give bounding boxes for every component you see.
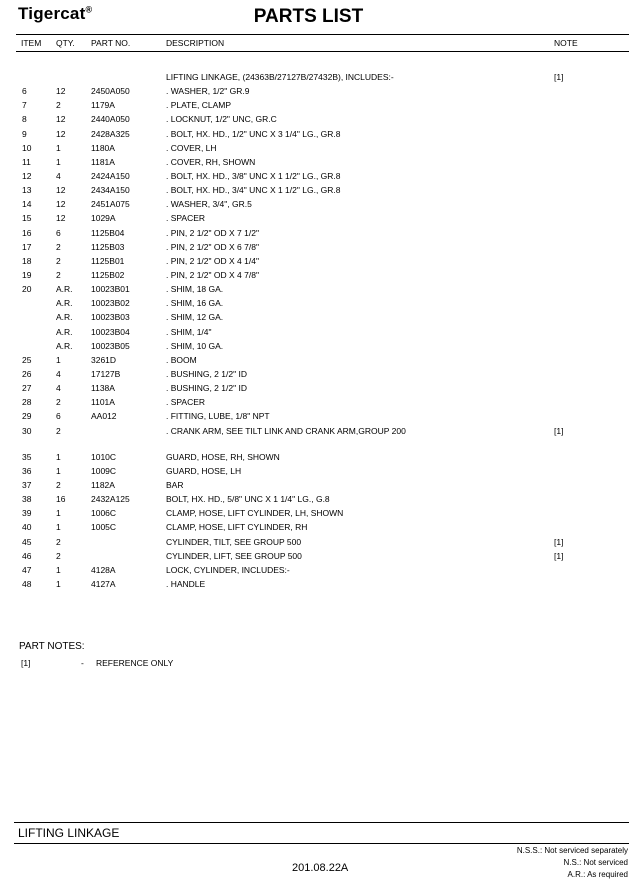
table-row (0, 395, 643, 409)
column-header-qty: QTY. (56, 38, 75, 48)
row-part-no: 1010C (91, 451, 117, 462)
part-note-dash: - (81, 658, 84, 668)
row-item: 18 (22, 255, 32, 266)
row-description: CYLINDER, LIFT, SEE GROUP 500 (166, 550, 302, 561)
row-qty: 1 (56, 156, 61, 167)
row-qty: 12 (56, 213, 66, 224)
legend-ns: N.S.: Not serviced (563, 858, 628, 867)
row-description: CYLINDER, TILT, SEE GROUP 500 (166, 536, 302, 547)
row-qty: 1 (56, 564, 61, 575)
row-part-no: 1006C (91, 508, 117, 519)
table-row (0, 310, 643, 324)
table-row (0, 183, 643, 197)
row-item: 20 (22, 284, 32, 295)
table-row (0, 339, 643, 353)
table-row (0, 127, 643, 141)
row-description: . PLATE, CLAMP (166, 100, 232, 111)
row-description: GUARD, HOSE, LH (166, 465, 242, 476)
row-description: . WASHER, 3/4", GR.5 (166, 199, 252, 210)
row-qty: 2 (56, 425, 61, 436)
table-row (0, 226, 643, 240)
row-part-no: 1125B03 (91, 241, 125, 252)
row-qty: 12 (56, 86, 66, 97)
table-row (0, 353, 643, 367)
row-part-no: 4127A (91, 578, 116, 589)
row-item: 46 (22, 550, 32, 561)
row-item: 6 (22, 86, 27, 97)
row-qty: 12 (56, 128, 66, 139)
table-row (0, 464, 643, 478)
row-description: . COVER, LH (166, 142, 217, 153)
row-qty: 12 (56, 185, 66, 196)
table-gap (0, 438, 643, 450)
table-row (0, 450, 643, 464)
row-part-no: 2424A150 (91, 170, 130, 181)
table-row (0, 268, 643, 282)
row-qty: 2 (56, 255, 61, 266)
row-part-no: 4128A (91, 564, 116, 575)
row-description: . PIN, 2 1/2" OD X 4 1/4" (166, 255, 259, 266)
row-item: 37 (22, 479, 32, 490)
row-part-no: 1101A (91, 397, 115, 408)
row-description: . SHIM, 12 GA. (166, 312, 224, 323)
row-description: . BOOM (166, 354, 197, 365)
row-item: 38 (22, 494, 32, 505)
row-part-no: 2440A050 (91, 114, 130, 125)
row-part-no: 1125B04 (91, 227, 125, 238)
part-notes-title: PART NOTES: (19, 641, 85, 652)
table-row (0, 141, 643, 155)
row-qty: 2 (56, 479, 61, 490)
row-qty: 2 (56, 550, 61, 561)
row-part-no: 1179A (91, 100, 115, 111)
row-item: 45 (22, 536, 32, 547)
table-row (0, 197, 643, 211)
row-description: LIFTING LINKAGE, (24363B/27127B/27432B), INCLUDES:- (166, 72, 394, 82)
row-qty: A.R. (56, 284, 73, 295)
row-description: . BUSHING, 2 1/2" ID (166, 368, 247, 379)
row-item: 19 (22, 269, 32, 280)
row-qty: 1 (56, 142, 61, 153)
row-qty: 4 (56, 170, 61, 181)
row-item: 40 (22, 522, 32, 533)
row-part-no: 2428A325 (91, 128, 130, 139)
row-item: 26 (22, 368, 32, 379)
row-description: . BUSHING, 2 1/2" ID (166, 383, 247, 394)
row-qty: 16 (56, 494, 66, 505)
row-description: BOLT, HX. HD., 5/8" UNC X 1 1/4" LG., G.8 (166, 494, 330, 505)
row-qty: 1 (56, 522, 61, 533)
table-row (0, 492, 643, 506)
row-part-no: 1182A (91, 479, 115, 490)
row-item: 8 (22, 114, 27, 125)
table-row (0, 577, 643, 591)
table-row (0, 70, 643, 84)
row-description: . BOLT, HX. HD., 3/4" UNC X 1 1/2" LG., GR.8 (166, 185, 341, 196)
row-qty: 1 (56, 578, 61, 589)
row-qty: 2 (56, 100, 61, 111)
row-qty: 12 (56, 114, 66, 125)
row-item: 13 (22, 185, 32, 196)
table-row (0, 424, 643, 438)
brand-name: Tigercat (18, 4, 86, 23)
row-qty: A.R. (56, 326, 73, 337)
row-part-no: 1029A (91, 213, 116, 224)
row-description: . BOLT, HX. HD., 3/8" UNC X 1 1/2" LG., GR.8 (166, 170, 341, 181)
row-item: 48 (22, 578, 32, 589)
row-description: . SHIM, 10 GA. (166, 340, 224, 351)
row-item: 35 (22, 451, 32, 462)
row-qty: 12 (56, 199, 66, 210)
table-row (0, 478, 643, 492)
row-description: . WASHER, 1/2" GR.9 (166, 86, 250, 97)
row-item: 14 (22, 199, 32, 210)
table-row (0, 155, 643, 169)
table-row (0, 296, 643, 310)
row-qty: 2 (56, 269, 61, 280)
row-qty: A.R. (56, 340, 73, 351)
column-header-item: ITEM (21, 38, 42, 48)
row-note: [1] (554, 536, 564, 547)
row-item: 9 (22, 128, 27, 139)
part-note-text: REFERENCE ONLY (96, 658, 174, 668)
table-row (0, 98, 643, 112)
row-qty: A.R. (56, 312, 73, 323)
row-qty: 1 (56, 451, 61, 462)
column-header-note: NOTE (554, 38, 578, 48)
row-part-no: 2434A150 (91, 185, 130, 196)
row-description: BAR (166, 479, 184, 490)
table-row (0, 282, 643, 296)
row-description: LOCK, CYLINDER, INCLUDES:- (166, 564, 290, 575)
row-item: 29 (22, 411, 32, 422)
legend-nss: N.S.S.: Not serviced separately (516, 846, 628, 855)
row-qty: 1 (56, 465, 61, 476)
row-part-no: 2451A075 (91, 199, 130, 210)
row-item: 17 (22, 241, 32, 252)
row-part-no: 1138A (91, 383, 115, 394)
row-item: 39 (22, 508, 32, 519)
row-note: [1] (554, 425, 564, 436)
row-description: . SHIM, 1/4" (166, 326, 212, 337)
table-row (0, 409, 643, 423)
row-description: . COVER, RH, SHOWN (166, 156, 256, 167)
table-row (0, 506, 643, 520)
row-part-no: 2450A050 (91, 86, 130, 97)
column-header-part: PART NO. (91, 38, 131, 48)
row-description: . SPACER (166, 397, 206, 408)
page-number: 201.08.22A (292, 862, 349, 874)
registered-mark: ® (85, 4, 93, 15)
table-row (0, 535, 643, 549)
row-qty: A.R. (56, 298, 73, 309)
row-description: . SPACER (166, 213, 206, 224)
row-part-no: 10023B05 (91, 340, 130, 351)
part-note-ref: [1] (21, 658, 31, 668)
row-item: 11 (22, 156, 31, 167)
row-item: 30 (22, 425, 32, 436)
legend-ar: A.R.: As required (567, 870, 628, 879)
row-item: 47 (22, 564, 32, 575)
parts-table (0, 70, 643, 591)
row-part-no: 1125B02 (91, 269, 125, 280)
row-description: . LOCKNUT, 1/2" UNC, GR.C (166, 114, 277, 125)
header-bottom-rule (16, 51, 629, 52)
table-row (0, 563, 643, 577)
row-part-no: 10023B04 (91, 326, 130, 337)
abbreviation-legend (517, 845, 628, 881)
table-row (0, 112, 643, 126)
row-item: 10 (22, 142, 32, 153)
row-item: 25 (22, 354, 32, 365)
table-row (0, 549, 643, 563)
row-part-no: 3261D (91, 354, 117, 365)
row-description: CLAMP, HOSE, LIFT CYLINDER, RH (166, 522, 308, 533)
row-description: . HANDLE (166, 578, 206, 589)
row-item: 12 (22, 170, 32, 181)
row-item: 28 (22, 397, 32, 408)
row-part-no: 10023B02 (91, 298, 130, 309)
footer-section-title: LIFTING LINKAGE (18, 826, 120, 840)
row-description: CLAMP, HOSE, LIFT CYLINDER, LH, SHOWN (166, 508, 344, 519)
row-part-no: 1180A (91, 142, 115, 153)
row-part-no: 1009C (91, 465, 117, 476)
row-description: GUARD, HOSE, RH, SHOWN (166, 451, 280, 462)
row-item: 36 (22, 465, 32, 476)
row-qty: 6 (56, 411, 61, 422)
row-note: [1] (554, 550, 564, 561)
table-row (0, 325, 643, 339)
row-description: . SHIM, 18 GA. (166, 284, 224, 295)
row-part-no: 1181A (91, 156, 115, 167)
row-part-no: 2432A125 (91, 494, 130, 505)
row-part-no: 17127B (91, 368, 121, 379)
row-part-no: 1005C (91, 522, 117, 533)
row-item: 15 (22, 213, 32, 224)
row-item: 16 (22, 227, 32, 238)
table-row (0, 211, 643, 225)
header-top-rule (16, 34, 629, 35)
table-row (0, 367, 643, 381)
row-item: 7 (22, 100, 27, 111)
table-row (0, 240, 643, 254)
column-header-description: DESCRIPTION (166, 38, 225, 48)
row-part-no: AA012 (91, 411, 117, 422)
row-note: [1] (554, 72, 564, 82)
row-part-no: 1125B01 (91, 255, 125, 266)
row-description: . PIN, 2 1/2" OD X 4 7/8" (166, 269, 259, 280)
row-description: . CRANK ARM, SEE TILT LINK AND CRANK ARM,GROUP 200 (166, 425, 406, 436)
row-qty: 2 (56, 536, 61, 547)
row-qty: 6 (56, 227, 61, 238)
table-row (0, 84, 643, 98)
row-description: . PIN, 2 1/2" OD X 6 7/8" (166, 241, 259, 252)
row-qty: 4 (56, 383, 61, 394)
row-qty: 1 (56, 508, 61, 519)
table-row (0, 254, 643, 268)
footer-section-box (14, 822, 629, 844)
row-part-no: 10023B03 (91, 312, 130, 323)
row-description: . PIN, 2 1/2" OD X 7 1/2" (166, 227, 259, 238)
row-description: . SHIM, 16 GA. (166, 298, 224, 309)
row-item: 27 (22, 383, 32, 394)
row-qty: 1 (56, 354, 61, 365)
row-qty: 2 (56, 397, 61, 408)
row-qty: 2 (56, 241, 61, 252)
table-row (0, 520, 643, 534)
row-qty: 4 (56, 368, 61, 379)
table-row (0, 169, 643, 183)
row-part-no: 10023B01 (91, 284, 130, 295)
page-title: PARTS LIST (253, 6, 364, 27)
table-row (0, 381, 643, 395)
row-description: . FITTING, LUBE, 1/8" NPT (166, 411, 270, 422)
row-description: . BOLT, HX. HD., 1/2" UNC X 3 1/4" LG., GR.8 (166, 128, 341, 139)
